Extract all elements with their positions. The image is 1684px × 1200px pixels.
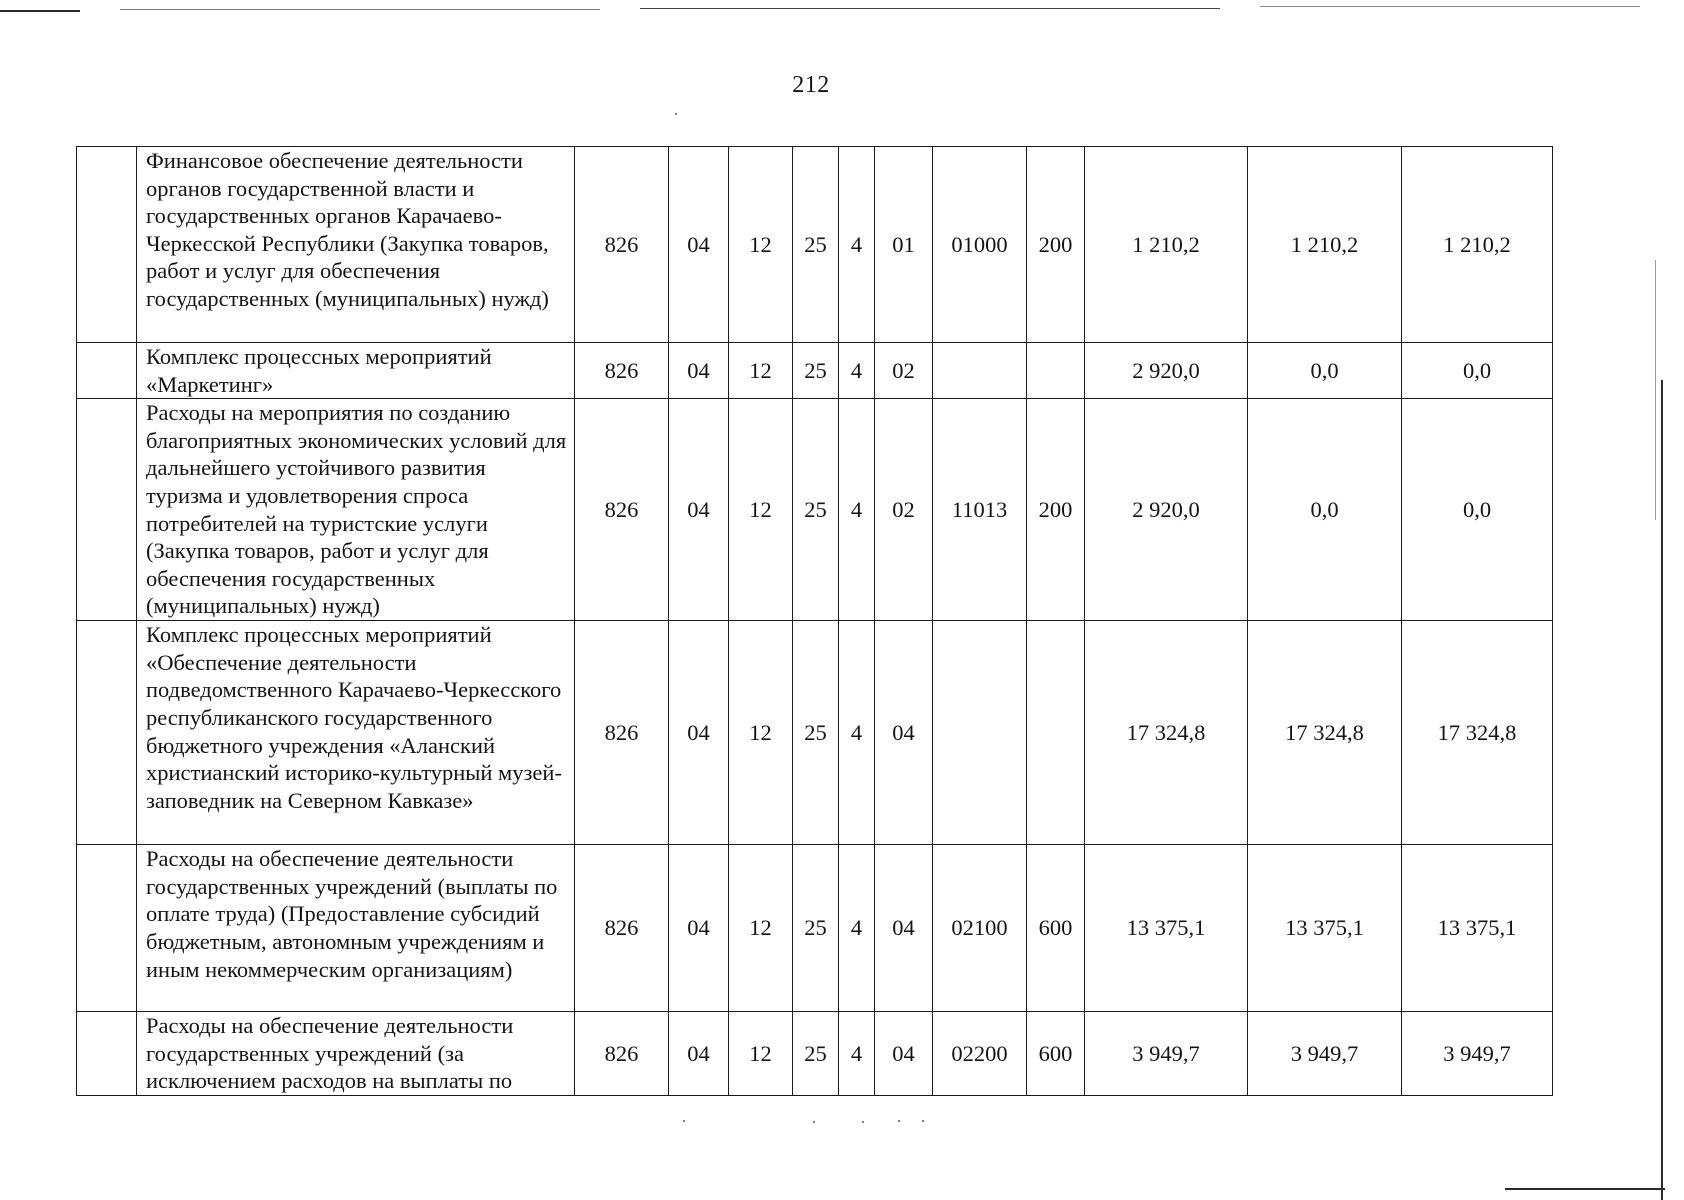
description-cell: Комплекс процессных мероприятий «Обеспечение деятельности подведомственного Карачаево-Черкесского республиканского государственного бюджетного учреждения «Аланский христианский историко-культурный музей-заповедник на Северном Кавказе» bbox=[137, 621, 575, 845]
section-cell: 04 bbox=[669, 1012, 729, 1096]
amount-year1-cell: 17 324,8 bbox=[1085, 621, 1248, 845]
amount-year1-cell: 2 920,0 bbox=[1085, 399, 1248, 621]
table-row bbox=[77, 147, 1553, 343]
expense-code-cell bbox=[933, 343, 1027, 399]
subsection-cell: 12 bbox=[729, 1012, 793, 1096]
description-cell: Финансовое обеспечение деятельности органов государственной власти и государственных органов Карачаево-Черкесской Республики (Закупка товаров, работ и услуг для обеспечения государственных (муниципальных) нужд) bbox=[137, 147, 575, 343]
table-row bbox=[77, 621, 1553, 845]
description-cell: Расходы на обеспечение деятельности государственных учреждений (за исключением расходов на выплаты по bbox=[137, 1012, 575, 1096]
row-number-cell bbox=[77, 343, 137, 399]
expense-type-cell bbox=[1027, 621, 1085, 845]
section-cell: 04 bbox=[669, 399, 729, 621]
budget-code-cell: 826 bbox=[575, 1012, 669, 1096]
table-row bbox=[77, 1012, 1553, 1096]
activity-cell: 02 bbox=[875, 399, 933, 621]
table-row bbox=[77, 343, 1553, 399]
description-cell: Расходы на обеспечение деятельности государственных учреждений (выплаты по оплате труда) (Предоставление субсидий бюджетным, автономным учреждениям и иным некоммерческим организациям) bbox=[137, 845, 575, 1012]
budget-code-cell: 826 bbox=[575, 399, 669, 621]
expense-code-cell bbox=[933, 621, 1027, 845]
amount-year2-cell: 0,0 bbox=[1248, 343, 1402, 399]
scan-artifact-top-line bbox=[1260, 6, 1640, 7]
section-cell: 04 bbox=[669, 343, 729, 399]
activity-cell: 04 bbox=[875, 1012, 933, 1096]
amount-year3-cell: 17 324,8 bbox=[1402, 621, 1553, 845]
amount-year1-cell: 3 949,7 bbox=[1085, 1012, 1248, 1096]
scan-speck bbox=[862, 1121, 864, 1123]
scan-speck bbox=[813, 1121, 815, 1123]
subsection-cell: 12 bbox=[729, 845, 793, 1012]
activity-cell: 04 bbox=[875, 845, 933, 1012]
activity-cell: 01 bbox=[875, 147, 933, 343]
table-row bbox=[77, 399, 1553, 621]
scan-artifact-top-line bbox=[0, 10, 80, 12]
amount-year3-cell: 0,0 bbox=[1402, 399, 1553, 621]
amount-year2-cell: 1 210,2 bbox=[1248, 147, 1402, 343]
amount-year2-cell: 0,0 bbox=[1248, 399, 1402, 621]
amount-year2-cell: 17 324,8 bbox=[1248, 621, 1402, 845]
amount-year1-cell: 13 375,1 bbox=[1085, 845, 1248, 1012]
amount-year2-cell: 3 949,7 bbox=[1248, 1012, 1402, 1096]
program-cell: 25 bbox=[793, 399, 839, 621]
activity-cell: 02 bbox=[875, 343, 933, 399]
program-cell: 25 bbox=[793, 1012, 839, 1096]
amount-year3-cell: 1 210,2 bbox=[1402, 147, 1553, 343]
program-cell: 25 bbox=[793, 343, 839, 399]
subprogram-cell: 4 bbox=[839, 621, 875, 845]
table-row bbox=[77, 845, 1553, 1012]
subsection-cell: 12 bbox=[729, 399, 793, 621]
row-number-cell bbox=[77, 621, 137, 845]
row-number-cell bbox=[77, 1012, 137, 1096]
page-number: 212 bbox=[792, 72, 830, 98]
section-cell: 04 bbox=[669, 621, 729, 845]
activity-cell: 04 bbox=[875, 621, 933, 845]
expense-code-cell: 02100 bbox=[933, 845, 1027, 1012]
amount-year3-cell: 0,0 bbox=[1402, 343, 1553, 399]
expense-type-cell bbox=[1027, 343, 1085, 399]
budget-code-cell: 826 bbox=[575, 343, 669, 399]
expense-code-cell: 01000 bbox=[933, 147, 1027, 343]
budget-code-cell: 826 bbox=[575, 621, 669, 845]
amount-year1-cell: 2 920,0 bbox=[1085, 343, 1248, 399]
expense-code-cell: 11013 bbox=[933, 399, 1027, 621]
amount-year1-cell: 1 210,2 bbox=[1085, 147, 1248, 343]
subprogram-cell: 4 bbox=[839, 845, 875, 1012]
scan-speck bbox=[898, 1120, 900, 1122]
scan-artifact-bottom-right-line bbox=[1505, 1188, 1665, 1190]
scan-artifact-top-line bbox=[640, 8, 1220, 9]
subprogram-cell: 4 bbox=[839, 399, 875, 621]
subprogram-cell: 4 bbox=[839, 147, 875, 343]
amount-year3-cell: 13 375,1 bbox=[1402, 845, 1553, 1012]
section-cell: 04 bbox=[669, 845, 729, 1012]
subsection-cell: 12 bbox=[729, 343, 793, 399]
budget-code-cell: 826 bbox=[575, 147, 669, 343]
row-number-cell bbox=[77, 399, 137, 621]
budget-code-cell: 826 bbox=[575, 845, 669, 1012]
program-cell: 25 bbox=[793, 147, 839, 343]
description-cell: Расходы на мероприятия по созданию благоприятных экономических условий для дальнейшего устойчивого развития туризма и удовлетворения спроса потребителей на туристские услуги (Закупка товаров, работ и услуг для обеспечения государственных (муниципальных) нужд) bbox=[137, 399, 575, 621]
scan-artifact-right-edge bbox=[1661, 380, 1663, 1200]
expense-type-cell: 600 bbox=[1027, 1012, 1085, 1096]
scan-artifact-top-line bbox=[120, 9, 600, 10]
subsection-cell: 12 bbox=[729, 621, 793, 845]
scan-artifact-right-edge bbox=[1655, 260, 1656, 520]
amount-year3-cell: 3 949,7 bbox=[1402, 1012, 1553, 1096]
program-cell: 25 bbox=[793, 845, 839, 1012]
subsection-cell: 12 bbox=[729, 147, 793, 343]
expense-type-cell: 600 bbox=[1027, 845, 1085, 1012]
row-number-cell bbox=[77, 845, 137, 1012]
amount-year2-cell: 13 375,1 bbox=[1248, 845, 1402, 1012]
subprogram-cell: 4 bbox=[839, 343, 875, 399]
program-cell: 25 bbox=[793, 621, 839, 845]
row-number-cell bbox=[77, 147, 137, 343]
scan-speck bbox=[675, 113, 677, 115]
expense-type-cell: 200 bbox=[1027, 399, 1085, 621]
scan-speck bbox=[683, 1120, 685, 1122]
section-cell: 04 bbox=[669, 147, 729, 343]
budget-table bbox=[76, 146, 1553, 1096]
subprogram-cell: 4 bbox=[839, 1012, 875, 1096]
description-cell: Комплекс процессных мероприятий «Маркетинг» bbox=[137, 343, 575, 399]
expense-code-cell: 02200 bbox=[933, 1012, 1027, 1096]
scan-speck bbox=[922, 1120, 924, 1122]
expense-type-cell: 200 bbox=[1027, 147, 1085, 343]
